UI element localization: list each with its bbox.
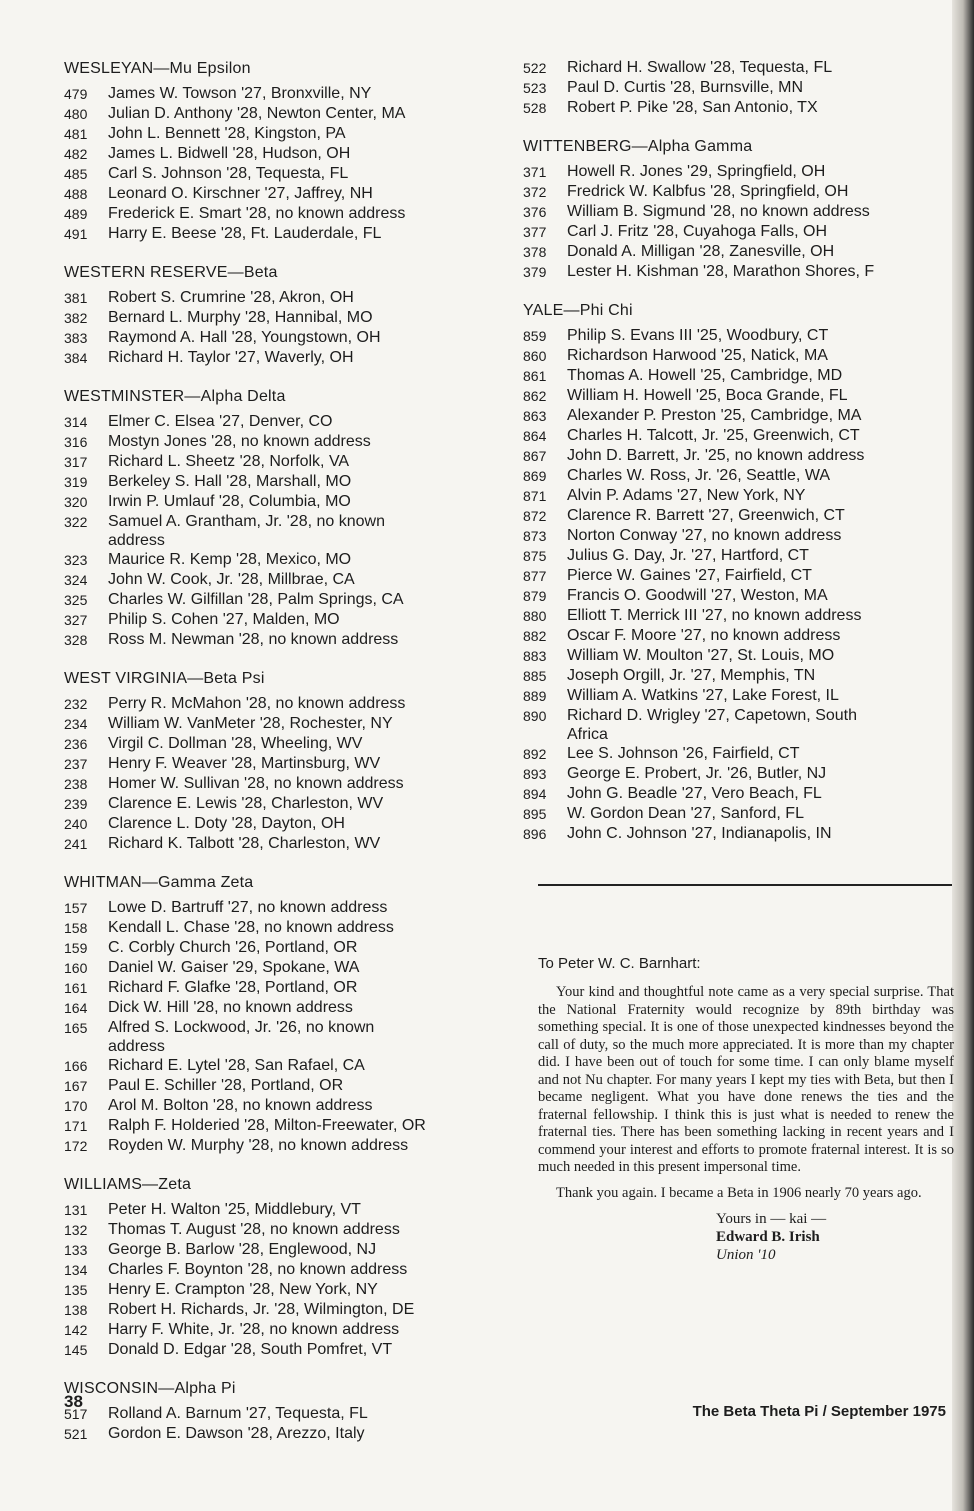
member-number: 171 <box>64 1118 88 1134</box>
member-entry <box>523 346 943 366</box>
member-entry <box>64 348 504 368</box>
member-entry <box>523 744 943 764</box>
letter-closing: Yours in — kai — <box>716 1211 827 1227</box>
member-number: 892 <box>523 746 547 762</box>
member-name: Ross M. Newman '28, no known address <box>108 631 399 648</box>
member-number: 523 <box>523 80 547 96</box>
member-name: Homer W. Sullivan '28, no known address <box>108 775 404 792</box>
member-entry <box>64 998 504 1018</box>
chapter-section <box>64 60 504 244</box>
member-name: Paul E. Schiller '28, Portland, OR <box>108 1077 344 1094</box>
member-number: 157 <box>64 900 88 916</box>
member-number: 864 <box>523 428 547 444</box>
member-number: 165 <box>64 1020 88 1036</box>
member-number: 172 <box>64 1138 88 1154</box>
member-entry <box>64 958 504 978</box>
letter-signature: Edward B. Irish <box>716 1229 820 1245</box>
member-entry <box>523 626 943 646</box>
left-column <box>64 60 504 1464</box>
member-name: Donald D. Edgar '28, South Pomfret, VT <box>108 1341 393 1358</box>
member-number: 237 <box>64 756 88 772</box>
member-name: Clarence E. Lewis '28, Charleston, WV <box>108 795 384 812</box>
member-entry <box>523 686 943 706</box>
member-number: 131 <box>64 1202 88 1218</box>
member-name: John G. Beadle '27, Vero Beach, FL <box>567 785 822 802</box>
member-name: William A. Watkins '27, Lake Forest, IL <box>567 687 839 704</box>
member-number: 166 <box>64 1058 88 1074</box>
chapter-section <box>64 670 504 854</box>
member-number: 895 <box>523 806 547 822</box>
member-name: Henry F. Weaver '28, Martinsburg, WV <box>108 755 381 772</box>
member-name: Thomas T. August '28, no known address <box>108 1221 400 1238</box>
member-name: Samuel A. Grantham, Jr. '28, no known address <box>108 513 385 549</box>
member-entry <box>64 1116 504 1136</box>
member-entry <box>64 452 504 472</box>
member-name: Mostyn Jones '28, no known address <box>108 433 371 450</box>
member-number: 241 <box>64 836 88 852</box>
member-entry <box>64 184 504 204</box>
letter <box>538 955 954 1264</box>
member-entry <box>523 386 943 406</box>
member-entry <box>523 526 943 546</box>
member-entry <box>64 1096 504 1116</box>
member-name: Julian D. Anthony '28, Newton Center, MA <box>108 105 406 122</box>
member-number: 376 <box>523 204 547 220</box>
member-name: George E. Probert, Jr. '26, Butler, NJ <box>567 765 827 782</box>
member-entry <box>64 164 504 184</box>
member-name: Daniel W. Gaiser '29, Spokane, WA <box>108 959 360 976</box>
member-number: 867 <box>523 448 547 464</box>
member-name: Richard F. Glafke '28, Portland, OR <box>108 979 358 996</box>
member-number: 236 <box>64 736 88 752</box>
member-entry <box>64 144 504 164</box>
member-number: 317 <box>64 454 88 470</box>
member-name: Clarence R. Barrett '27, Greenwich, CT <box>567 507 845 524</box>
member-entry <box>64 938 504 958</box>
member-name: Richard K. Talbott '28, Charleston, WV <box>108 835 381 852</box>
member-number: 170 <box>64 1098 88 1114</box>
member-number: 316 <box>64 434 88 450</box>
member-entry <box>64 590 504 610</box>
member-name: Paul D. Curtis '28, Burnsville, MN <box>567 79 804 96</box>
member-name: Robert P. Pike '28, San Antonio, TX <box>567 99 818 116</box>
chapter-title: WESLEYAN—Mu Epsilon <box>64 60 251 77</box>
member-name: Carl J. Fritz '28, Cuyahoga Falls, OH <box>567 223 828 240</box>
member-entry <box>523 804 943 824</box>
member-entry <box>64 1320 504 1340</box>
member-name: Charles F. Boynton '28, no known address <box>108 1261 408 1278</box>
member-number: 883 <box>523 648 547 664</box>
member-entry <box>64 84 504 104</box>
member-name: Howell R. Jones '29, Springfield, OH <box>567 163 826 180</box>
member-number: 480 <box>64 106 88 122</box>
member-name: Harry E. Beese '28, Ft. Lauderdale, FL <box>108 225 382 242</box>
member-name: Richard D. Wrigley '27, Capetown, South Africa <box>567 707 858 743</box>
member-name: Irwin P. Umlauf '28, Columbia, MO <box>108 493 351 510</box>
member-name: Lee S. Johnson '26, Fairfield, CT <box>567 745 800 762</box>
member-entry <box>523 222 943 242</box>
member-number: 379 <box>523 264 547 280</box>
member-entry <box>64 1260 504 1280</box>
member-name: Clarence L. Doty '28, Dayton, OH <box>108 815 345 832</box>
member-name: William H. Howell '25, Boca Grande, FL <box>567 387 848 404</box>
separator-rule <box>538 884 952 886</box>
member-entry <box>523 706 943 744</box>
member-number: 161 <box>64 980 88 996</box>
member-number: 488 <box>64 186 88 202</box>
member-name: James W. Towson '27, Bronxville, NY <box>108 85 372 102</box>
member-entry <box>64 412 504 432</box>
member-entry <box>64 224 504 244</box>
chapter-section <box>64 874 504 1156</box>
member-number: 517 <box>64 1406 88 1422</box>
member-number: 145 <box>64 1342 88 1358</box>
member-name: Norton Conway '27, no known address <box>567 527 842 544</box>
member-name: James L. Bidwell '28, Hudson, OH <box>108 145 351 162</box>
member-name: Lester H. Kishman '28, Marathon Shores, F <box>567 263 875 280</box>
member-number: 896 <box>523 826 547 842</box>
member-entry <box>64 918 504 938</box>
member-number: 314 <box>64 414 88 430</box>
member-entry <box>64 1280 504 1300</box>
member-entry <box>64 1424 504 1444</box>
member-number: 167 <box>64 1078 88 1094</box>
member-name: William B. Sigmund '28, no known address <box>567 203 870 220</box>
member-name: Richardson Harwood '25, Natick, MA <box>567 347 828 364</box>
member-entry <box>64 1056 504 1076</box>
member-number: 885 <box>523 668 547 684</box>
member-entry <box>64 1240 504 1260</box>
member-number: 879 <box>523 588 547 604</box>
member-name: Berkeley S. Hall '28, Marshall, MO <box>108 473 352 490</box>
member-name: Lowe D. Bartruff '27, no known address <box>108 899 388 916</box>
member-entry <box>64 814 504 834</box>
letter-paragraph: Your kind and thoughtful note came as a very special surprise. That the National Fraternity would recognize by 89th birthday was something special. It is one of those unexpected kindnesses beyond the call of duty, so the much more appreciated. It is more than my chapter did. I have been out of touch for some time. I can only blame myself and not Nu chapter. For many years I kept my ties with Beta, but then I became negligent. What you have done renews the ties and the fraternal fellowship. I think this is just what is needed to renew the fraternal ties. There has been something lacking in recent years and I commend your interest and efforts to promote fraternal interest. It is so much needed in this present impersonal time. <box>538 984 954 1175</box>
member-number: 491 <box>64 226 88 242</box>
member-number: 877 <box>523 568 547 584</box>
member-entry <box>523 646 943 666</box>
chapter-section <box>64 1176 504 1360</box>
member-entry <box>523 506 943 526</box>
member-name: Dick W. Hill '28, no known address <box>108 999 353 1016</box>
member-name: Joseph Orgill, Jr. '27, Memphis, TN <box>567 667 816 684</box>
member-name: Richard H. Taylor '27, Waverly, OH <box>108 349 354 366</box>
member-entry <box>523 78 943 98</box>
member-entry <box>523 566 943 586</box>
member-name: Thomas A. Howell '25, Cambridge, MD <box>567 367 843 384</box>
member-entry <box>64 550 504 570</box>
member-entry <box>64 630 504 650</box>
member-entry <box>64 1220 504 1240</box>
member-number: 378 <box>523 244 547 260</box>
member-number: 481 <box>64 126 88 142</box>
member-name: Oscar F. Moore '27, no known address <box>567 627 841 644</box>
member-number: 880 <box>523 608 547 624</box>
chapter-section <box>523 138 943 282</box>
member-name: Philip S. Cohen '27, Malden, MO <box>108 611 340 628</box>
chapter-title: WITTENBERG—Alpha Gamma <box>523 138 753 155</box>
member-number: 381 <box>64 290 88 306</box>
member-number: 232 <box>64 696 88 712</box>
member-entry <box>64 308 504 328</box>
member-name: William W. Moulton '27, St. Louis, MO <box>567 647 835 664</box>
member-number: 135 <box>64 1282 88 1298</box>
member-entry <box>523 406 943 426</box>
member-number: 872 <box>523 508 547 524</box>
member-name: Alexander P. Preston '25, Cambridge, MA <box>567 407 862 424</box>
member-name: Henry E. Crampton '28, New York, NY <box>108 1281 378 1298</box>
chapter-title: WISCONSIN—Alpha Pi <box>64 1380 236 1397</box>
member-entry <box>64 1018 504 1056</box>
member-entry <box>523 764 943 784</box>
member-name: John D. Barrett, Jr. '25, no known address <box>567 447 865 464</box>
member-number: 377 <box>523 224 547 240</box>
letter-signature-block <box>716 1210 954 1264</box>
member-name: Ralph F. Holderied '28, Milton-Freewater, OR <box>108 1117 426 1134</box>
member-number: 873 <box>523 528 547 544</box>
chapter-title: WEST VIRGINIA—Beta Psi <box>64 670 265 687</box>
member-entry <box>523 606 943 626</box>
member-number: 528 <box>523 100 547 116</box>
letter-school: Union '10 <box>716 1247 776 1263</box>
member-entry <box>64 492 504 512</box>
member-name: Richard H. Swallow '28, Tequesta, FL <box>567 59 833 76</box>
member-name: W. Gordon Dean '27, Sanford, FL <box>567 805 804 822</box>
member-number: 521 <box>64 1426 88 1442</box>
member-name: Kendall L. Chase '28, no known address <box>108 919 394 936</box>
member-number: 882 <box>523 628 547 644</box>
member-name: Charles H. Talcott, Jr. '25, Greenwich, CT <box>567 427 860 444</box>
chapter-section <box>64 264 504 368</box>
member-number: 893 <box>523 766 547 782</box>
member-entry <box>64 734 504 754</box>
member-name: Pierce W. Gaines '27, Fairfield, CT <box>567 567 812 584</box>
member-entry <box>523 202 943 222</box>
member-number: 382 <box>64 310 88 326</box>
member-entry <box>64 570 504 590</box>
member-number: 485 <box>64 166 88 182</box>
member-number: 489 <box>64 206 88 222</box>
member-entry <box>523 666 943 686</box>
member-entry <box>64 978 504 998</box>
member-name: Fredrick W. Kalbfus '28, Springfield, OH <box>567 183 849 200</box>
member-entry <box>523 784 943 804</box>
member-entry <box>64 714 504 734</box>
member-name: Elmer C. Elsea '27, Denver, CO <box>108 413 333 430</box>
member-number: 383 <box>64 330 88 346</box>
member-number: 160 <box>64 960 88 976</box>
member-number: 860 <box>523 348 547 364</box>
chapter-title: WESTERN RESERVE—Beta <box>64 264 278 281</box>
member-name: Francis O. Goodwill '27, Weston, MA <box>567 587 828 604</box>
member-name: Richard L. Sheetz '28, Norfolk, VA <box>108 453 350 470</box>
member-entry <box>523 426 943 446</box>
member-entry <box>64 1300 504 1320</box>
footer-publication: The Beta Theta Pi / September 1975 <box>692 1403 946 1420</box>
member-number: 240 <box>64 816 88 832</box>
chapter-section <box>523 302 943 844</box>
member-name: Maurice R. Kemp '28, Mexico, MO <box>108 551 352 568</box>
member-name: Charles W. Ross, Jr. '26, Seattle, WA <box>567 467 830 484</box>
member-name: Carl S. Johnson '28, Tequesta, FL <box>108 165 349 182</box>
member-entry <box>523 586 943 606</box>
member-entry <box>64 834 504 854</box>
member-entry <box>523 446 943 466</box>
chapter-title: WESTMINSTER—Alpha Delta <box>64 388 286 405</box>
member-number: 479 <box>64 86 88 102</box>
member-name: George B. Barlow '28, Englewood, NJ <box>108 1241 377 1258</box>
member-number: 372 <box>523 184 547 200</box>
member-entry <box>64 328 504 348</box>
member-entry <box>64 794 504 814</box>
member-name: Harry F. White, Jr. '28, no known address <box>108 1321 400 1338</box>
member-number: 861 <box>523 368 547 384</box>
member-entry <box>523 824 943 844</box>
member-name: Royden W. Murphy '28, no known address <box>108 1137 409 1154</box>
member-number: 234 <box>64 716 88 732</box>
right-column <box>523 58 943 864</box>
member-number: 894 <box>523 786 547 802</box>
member-entry <box>523 466 943 486</box>
member-number: 322 <box>64 514 88 530</box>
member-entry <box>64 694 504 714</box>
member-name: Richard E. Lytel '28, San Rafael, CA <box>108 1057 365 1074</box>
chapter-title: WILLIAMS—Zeta <box>64 1176 192 1193</box>
chapter-section <box>64 1380 504 1444</box>
member-entry <box>523 242 943 262</box>
member-entry <box>64 124 504 144</box>
member-entry <box>64 754 504 774</box>
member-entry <box>64 288 504 308</box>
member-entry <box>64 1404 504 1424</box>
member-name: Raymond A. Hall '28, Youngstown, OH <box>108 329 381 346</box>
member-number: 142 <box>64 1322 88 1338</box>
member-entry <box>64 610 504 630</box>
member-name: Philip S. Evans III '25, Woodbury, CT <box>567 327 829 344</box>
member-number: 869 <box>523 468 547 484</box>
member-entry <box>523 162 943 182</box>
member-entry <box>523 58 943 78</box>
member-entry <box>64 472 504 492</box>
member-number: 384 <box>64 350 88 366</box>
letter-salutation: To Peter W. C. Barnhart: <box>538 955 701 972</box>
member-entry <box>523 326 943 346</box>
member-entry <box>64 1340 504 1360</box>
chapter-title: YALE—Phi Chi <box>523 302 633 319</box>
member-name: Alvin P. Adams '27, New York, NY <box>567 487 806 504</box>
member-entry <box>64 774 504 794</box>
chapter-section <box>64 388 504 650</box>
member-entry <box>523 98 943 118</box>
member-name: Alfred S. Lockwood, Jr. '26, no known address <box>108 1019 375 1055</box>
member-number: 522 <box>523 60 547 76</box>
member-entry <box>64 432 504 452</box>
member-entry <box>523 182 943 202</box>
member-entry <box>523 546 943 566</box>
member-number: 889 <box>523 688 547 704</box>
member-entry <box>64 104 504 124</box>
member-number: 134 <box>64 1262 88 1278</box>
member-number: 875 <box>523 548 547 564</box>
member-name: Perry R. McMahon '28, no known address <box>108 695 406 712</box>
member-number: 862 <box>523 388 547 404</box>
page-binding-edge <box>952 0 974 1511</box>
member-name: Julius G. Day, Jr. '27, Hartford, CT <box>567 547 809 564</box>
letter-paragraph: Thank you again. I became a Beta in 1906 nearly 70 years ago. <box>556 1184 922 1201</box>
member-number: 871 <box>523 488 547 504</box>
member-entry <box>64 512 504 550</box>
chapter-section <box>523 58 943 118</box>
member-name: Peter H. Walton '25, Middlebury, VT <box>108 1201 361 1218</box>
page-number: 38 <box>64 1392 83 1411</box>
member-number: 132 <box>64 1222 88 1238</box>
member-number: 323 <box>64 552 88 568</box>
member-number: 239 <box>64 796 88 812</box>
member-number: 863 <box>523 408 547 424</box>
member-number: 890 <box>523 708 547 724</box>
member-name: C. Corbly Church '26, Portland, OR <box>108 939 358 956</box>
member-number: 320 <box>64 494 88 510</box>
member-number: 238 <box>64 776 88 792</box>
member-number: 325 <box>64 592 88 608</box>
member-number: 319 <box>64 474 88 490</box>
member-entry <box>523 262 943 282</box>
member-name: William W. VanMeter '28, Rochester, NY <box>108 715 393 732</box>
member-name: Elliott T. Merrick III '27, no known address <box>567 607 862 624</box>
member-name: Frederick E. Smart '28, no known address <box>108 205 406 222</box>
member-name: Robert S. Crumrine '28, Akron, OH <box>108 289 354 306</box>
member-entry <box>523 366 943 386</box>
member-entry <box>64 1200 504 1220</box>
member-number: 328 <box>64 632 88 648</box>
member-number: 133 <box>64 1242 88 1258</box>
member-name: John L. Bennett '28, Kingston, PA <box>108 125 346 142</box>
member-name: John C. Johnson '27, Indianapolis, IN <box>567 825 832 842</box>
member-name: Arol M. Bolton '28, no known address <box>108 1097 373 1114</box>
member-entry <box>64 1076 504 1096</box>
member-number: 159 <box>64 940 88 956</box>
member-entry <box>523 486 943 506</box>
member-number: 324 <box>64 572 88 588</box>
member-entry <box>64 898 504 918</box>
member-name: Bernard L. Murphy '28, Hannibal, MO <box>108 309 373 326</box>
member-number: 482 <box>64 146 88 162</box>
member-name: Virgil C. Dollman '28, Wheeling, WV <box>108 735 363 752</box>
member-number: 138 <box>64 1302 88 1318</box>
member-number: 371 <box>523 164 547 180</box>
member-entry <box>64 204 504 224</box>
member-name: Robert H. Richards, Jr. '28, Wilmington, DE <box>108 1301 415 1318</box>
member-name: Charles W. Gilfillan '28, Palm Springs, CA <box>108 591 404 608</box>
chapter-title: WHITMAN—Gamma Zeta <box>64 874 254 891</box>
member-name: John W. Cook, Jr. '28, Millbrae, CA <box>108 571 355 588</box>
member-number: 327 <box>64 612 88 628</box>
member-number: 164 <box>64 1000 88 1016</box>
member-number: 859 <box>523 328 547 344</box>
member-name: Donald A. Milligan '28, Zanesville, OH <box>567 243 835 260</box>
member-name: Leonard O. Kirschner '27, Jaffrey, NH <box>108 185 373 202</box>
member-number: 158 <box>64 920 88 936</box>
member-entry <box>64 1136 504 1156</box>
member-name: Rolland A. Barnum '27, Tequesta, FL <box>108 1405 368 1422</box>
member-name: Gordon E. Dawson '28, Arezzo, Italy <box>108 1425 365 1442</box>
